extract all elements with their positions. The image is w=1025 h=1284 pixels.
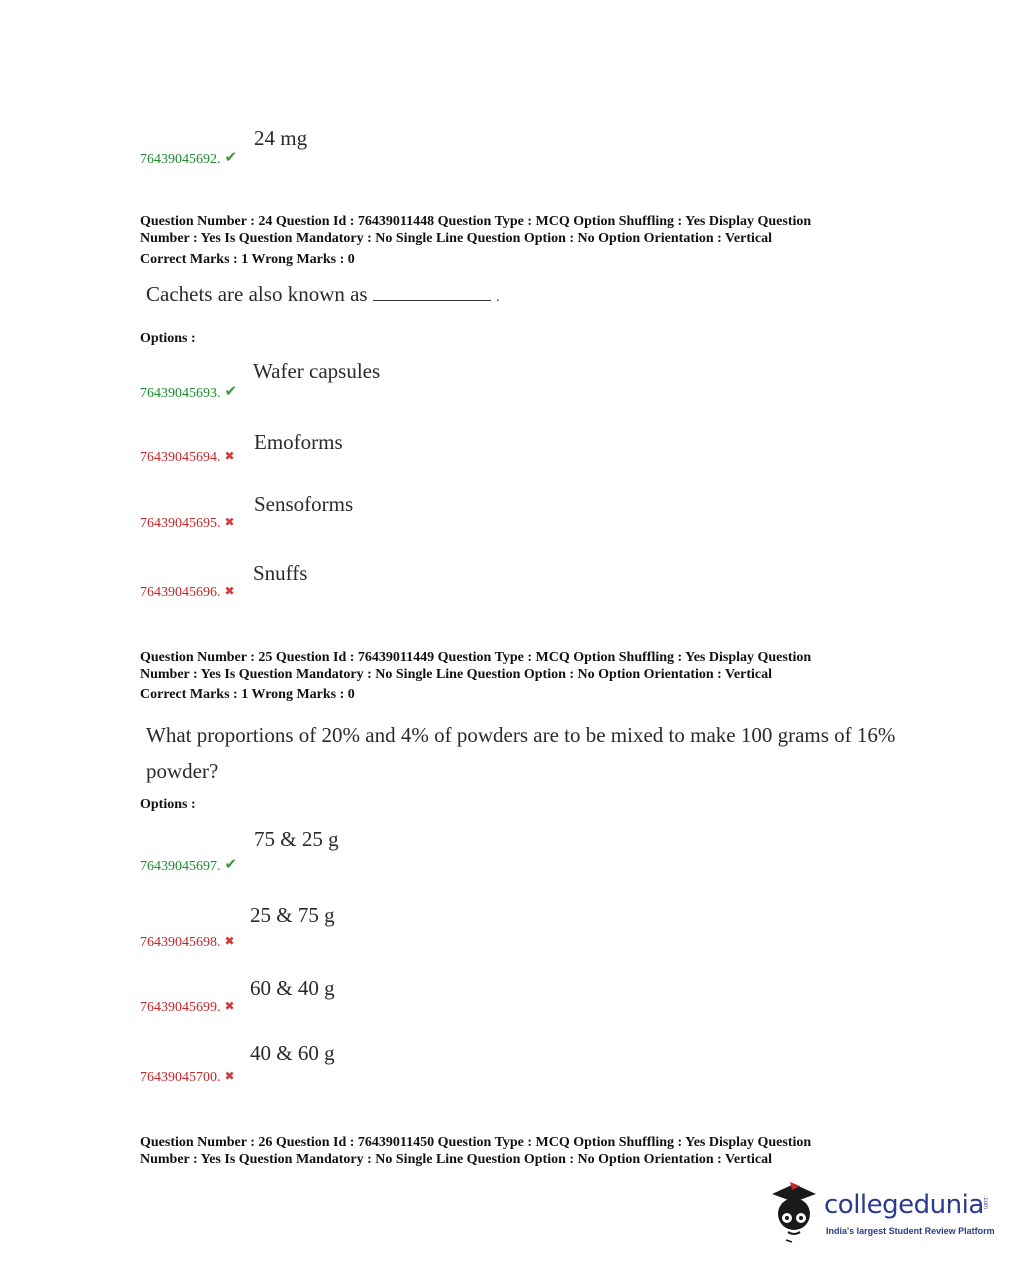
option-id: 76439045692. ✔ xyxy=(140,148,238,167)
option-text: Wafer capsules xyxy=(253,359,381,383)
option-id: 76439045700. ✖ xyxy=(140,1069,235,1085)
cross-icon: ✖ xyxy=(224,1069,235,1083)
cross-icon: ✖ xyxy=(224,999,235,1013)
option-id: 76439045698. ✖ xyxy=(140,934,235,950)
logo-wordmark: collegedunia xyxy=(824,1190,984,1220)
question-marks: Correct Marks : 1 Wrong Marks : 0 xyxy=(140,252,355,267)
check-icon: ✔ xyxy=(224,148,238,166)
cross-icon: ✖ xyxy=(224,449,235,463)
option-id: 76439045697. ✔ xyxy=(140,855,238,874)
mascot-icon xyxy=(766,1180,822,1244)
option-id: 76439045695. ✖ xyxy=(140,515,235,531)
options-label: Options : xyxy=(140,331,196,346)
question-text: Cachets are also known as . xyxy=(146,282,500,306)
question-marks: Correct Marks : 1 Wrong Marks : 0 xyxy=(140,687,355,702)
option-text: 24 mg xyxy=(254,126,308,150)
collegedunia-logo xyxy=(766,1176,996,1246)
check-icon: ✔ xyxy=(224,855,238,873)
logo-tagline: India's largest Student Review Platform xyxy=(826,1226,995,1236)
check-icon: ✔ xyxy=(224,382,238,400)
question-meta: Question Number : 25 Question Id : 76439011449 Question Type : MCQ Option Shuffling : Yes Display Question Number : Yes Is Question Mandatory : No Single Line Question Option : No Option Orientation : Vertical xyxy=(140,650,812,682)
option-id: 76439045696. ✖ xyxy=(140,584,235,600)
cross-icon: ✖ xyxy=(224,584,235,598)
cross-icon: ✖ xyxy=(224,515,235,529)
option-text: 60 & 40 g xyxy=(250,976,335,1000)
option-text: 25 & 75 g xyxy=(250,903,335,927)
option-text: 40 & 60 g xyxy=(250,1041,335,1065)
option-id: 76439045693. ✔ xyxy=(140,382,238,401)
option-text: Sensoforms xyxy=(254,492,354,516)
question-text: What proportions of 20% and 4% of powders are to be mixed to make 100 grams of 16% powder? xyxy=(146,723,896,783)
option-id: 76439045699. ✖ xyxy=(140,999,235,1015)
options-label: Options : xyxy=(140,797,196,812)
logo-com: .com xyxy=(982,1196,988,1210)
answer-blank xyxy=(373,282,491,301)
question-meta: Question Number : 26 Question Id : 76439011450 Question Type : MCQ Option Shuffling : Yes Display Question Number : Yes Is Question Mandatory : No Single Line Question Option : No Option Orientation : Vertical xyxy=(140,1135,812,1167)
option-text: Emoforms xyxy=(254,430,343,454)
option-text: 75 & 25 g xyxy=(254,827,339,851)
cross-icon: ✖ xyxy=(224,934,235,948)
option-text: Snuffs xyxy=(253,561,308,585)
option-id: 76439045694. ✖ xyxy=(140,449,235,465)
question-meta: Question Number : 24 Question Id : 76439011448 Question Type : MCQ Option Shuffling : Yes Display Question Number : Yes Is Question Mandatory : No Single Line Question Option : No Option Orientation : Vertical xyxy=(140,214,812,246)
